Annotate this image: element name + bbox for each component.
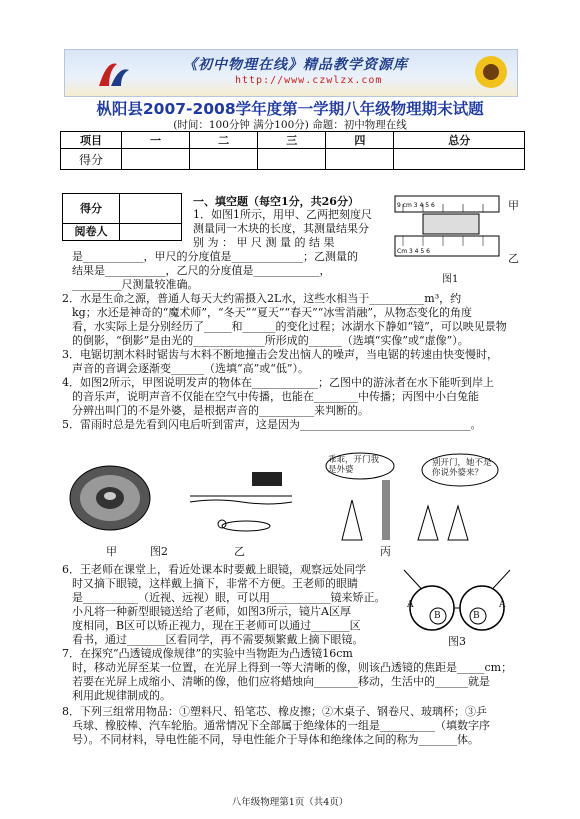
figure-2-caption: 图2 xyxy=(150,545,168,558)
question-line: 看书，通过_______区看同学，再不需要频繁戴上摘下眼镜。 xyxy=(72,633,364,646)
grader-score-cell[interactable] xyxy=(120,194,181,224)
question-line: 7．在探究“凸透镜成像规律”的实验中当物距为凸透镜16cm xyxy=(62,647,353,660)
ruler-label-b: 乙 xyxy=(508,252,519,265)
banner-url: http://www.czwlzx.com xyxy=(235,75,383,86)
page-footer: 八年级物理第1页（共4页） xyxy=(231,797,349,808)
ruler-top-ticks: 9 cm 3 4 5 6 xyxy=(397,202,435,209)
question-line: 别 为 ： 甲 尺 测 量 的 结 果 xyxy=(193,236,335,249)
score-row-label: 得分 xyxy=(61,149,122,170)
question-line: 时又摘下眼镜，这样戴上摘下，非常不方便。王老师的眼睛 xyxy=(72,577,358,590)
score-header: 一 xyxy=(122,132,190,149)
sunflower-icon xyxy=(471,52,511,92)
lens-label-b: B xyxy=(473,611,480,621)
question-line: 号）。不同材料，导电性能不同，导电性能介于导体和绝缘体之间的称为_______体。 xyxy=(72,733,479,746)
score-cell[interactable] xyxy=(258,149,326,170)
figure-1-caption: 图1 xyxy=(442,274,459,285)
lens-label-b: B xyxy=(434,611,441,621)
grader-box xyxy=(62,193,182,241)
header-banner xyxy=(64,49,518,97)
logo-icon xyxy=(95,56,133,90)
score-header: 总分 xyxy=(394,132,525,149)
exam-info: (时间：100分钟 满分100分) 命题：初中物理在线 xyxy=(173,119,407,131)
question-line: 3．电锯切割木料时锯齿与木料不断地撞击会发出恼人的噪声，当电锯的转速由快变慢时， xyxy=(62,348,498,361)
question-line: 8．下列三组常用物品：①塑料尺、铅笔芯、橡皮擦；②木桌子、钢卷尺、玻璃杯；③乒 xyxy=(62,705,487,718)
question-line: _________尺测量较准确。 xyxy=(72,278,199,291)
question-line: 的音乐声，说明声音不仅能在空气中传播，也能在________中传播；丙图中小白兔能 xyxy=(72,390,479,403)
speech-bubble-right: 别开门，她不是你说外婆来？ xyxy=(432,458,492,478)
grader-score-label: 得分 xyxy=(63,194,120,224)
figure-3-caption: 图3 xyxy=(448,635,466,648)
figure-2a-label: 甲 xyxy=(106,545,117,558)
glasses-figure xyxy=(398,560,516,632)
grader-name-label: 阅卷人 xyxy=(63,224,120,240)
question-line: 时，移动光屏至某一位置，在光屏上得到一等大清晰的像，则该凸透镜的焦距是_____cm； xyxy=(72,661,513,674)
question-line: 利用此规律制成的。 xyxy=(72,689,171,702)
question-line: 5．雷雨时总是先看到闪电后听到雷声，这是因为_______________________________。 xyxy=(62,418,482,431)
question-line: 小凡将一种新型眼镜送给了老师，如图3所示，镜片A区厚 xyxy=(72,605,351,618)
ruler-label-a: 甲 xyxy=(508,199,519,212)
score-cell[interactable] xyxy=(122,149,190,170)
lens-label-a: A xyxy=(407,600,414,610)
score-header: 二 xyxy=(190,132,258,149)
page-title: 枞阳县2007-2008学年度第一学期八年级物理期末试题 xyxy=(96,100,484,118)
score-header: 项目 xyxy=(61,132,122,149)
question-line: 1．如图1所示，用甲、乙两把刻度尺 xyxy=(193,208,372,221)
speech-bubble-left: 乖乖，开门我是外婆 xyxy=(328,455,380,475)
question-line: 乓球、橡胶棒、汽车轮胎。通常情况下全部属于绝缘体的一组是__________（填数字序 xyxy=(72,719,490,732)
score-table xyxy=(60,131,525,170)
question-line: 测量同一木块的长度，其测量结果分 xyxy=(193,222,369,235)
speaker-figure xyxy=(66,460,154,536)
score-cell[interactable] xyxy=(394,149,525,170)
question-line: 6．王老师在课堂上，看近处课本时要戴上眼镜，观察远处同学 xyxy=(62,563,366,576)
question-line: 的倒影，“倒影”是由光的_____________所形成的______（选填“实像”或“虚像”）。 xyxy=(72,334,469,347)
question-line: 度相同，B区可以矫正视力，现在王老师可以通过_______区 xyxy=(72,619,361,632)
question-line: 结果是___________，乙尺的分度值是____________， xyxy=(72,264,331,277)
question-line: kg；水还是神奇的“魔术师”，“冬天”“夏天”“春天”“冰雪消融”，从物态变化的角度 xyxy=(72,306,472,319)
question-line: 分辨出叫门的不是外婆，是根据声音的__________来判断的。 xyxy=(72,404,369,417)
question-line: 若要在光屏上成缩小、清晰的像，他们应将蜡烛向________移动，生活中的______就是 xyxy=(72,675,490,688)
section-heading: 一、填空题（每空1分，共26分） xyxy=(193,195,359,208)
ruler-bottom-ticks: Cm 3 4 5 6 xyxy=(397,248,430,255)
figure-2c-label: 丙 xyxy=(380,545,391,558)
figure-2b-label: 乙 xyxy=(234,545,245,558)
score-cell[interactable] xyxy=(326,149,394,170)
ruler-figure xyxy=(393,192,505,274)
question-line: 2．水是生命之源，普通人每天大约需摄入2L水，这些水相当于__________m³，约 xyxy=(62,292,462,305)
swimmer-figure xyxy=(186,462,296,540)
question-line: 声音的音调会逐渐变______（选填“高”或“低”）。 xyxy=(72,362,309,375)
question-line: 看，水实际上是分别经历了_____和______的变化过程；冰湖水下静如“镜”，可以映见景物 xyxy=(72,320,507,333)
question-line: 4．如图2所示，甲图说明发声的物体在____________；乙图中的游泳者在水下能听到岸上 xyxy=(62,376,494,389)
question-line: 是__________（近视、远视）眼，可以用___________镜来矫正。 xyxy=(72,591,386,604)
question-line: 是___________，甲尺的分度值是_____________；乙测量的 xyxy=(72,250,358,263)
banner-title: 《初中物理在线》精品教学资源库 xyxy=(183,57,408,73)
score-cell[interactable] xyxy=(190,149,258,170)
score-header: 三 xyxy=(258,132,326,149)
score-header: 四 xyxy=(326,132,394,149)
lens-label-a: A xyxy=(499,600,506,610)
